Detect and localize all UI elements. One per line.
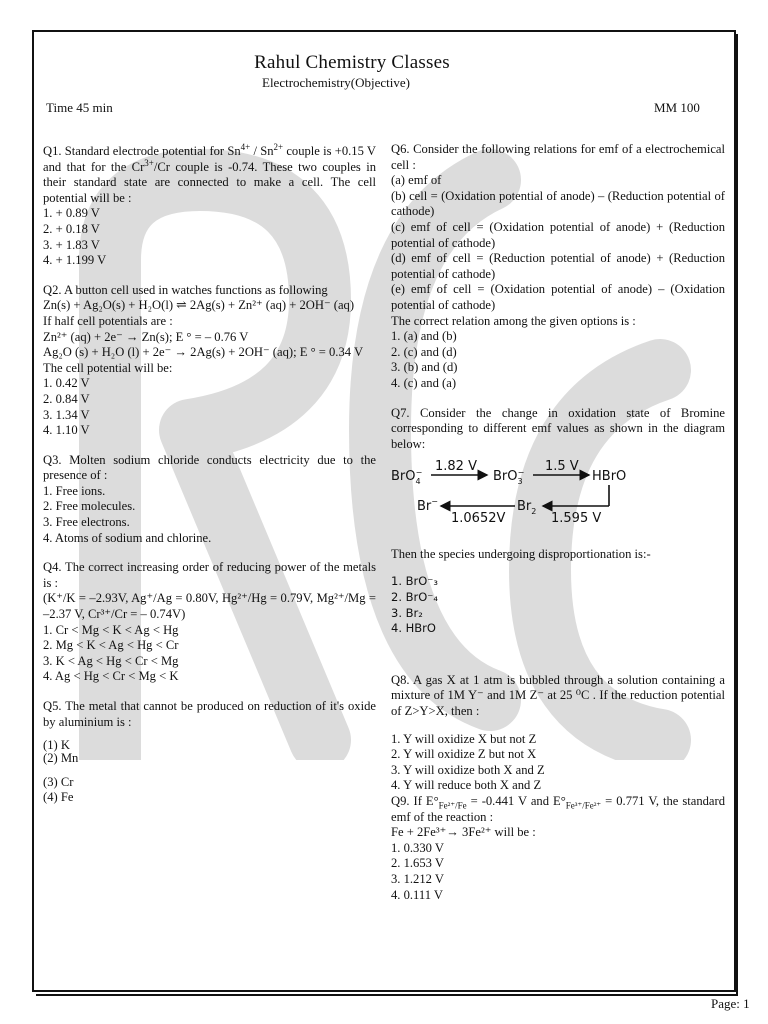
e-standard-symbol: E° [553, 794, 566, 808]
option: 3. (b) and (d) [391, 360, 458, 375]
option: 3. Free electrons. [43, 515, 130, 530]
option: 2. Free molecules. [43, 499, 136, 514]
option: 4. + 1.199 V [43, 253, 107, 268]
species-br2: $Br_2$ [517, 499, 537, 517]
question-9 [391, 794, 725, 903]
question-7-stem: Q7. Consider the change in oxidation state of Bromine corresponding to different emf values as shown in the diagram below: [391, 405, 725, 451]
option: 3. K < Ag < Hg < Cr < Mg [43, 653, 179, 668]
question-2-ask: The cell potential will be: [43, 360, 173, 375]
option: 4. HBrO [391, 621, 436, 636]
option: 4. 1.10 V [43, 423, 90, 438]
option: 1. Cr < Mg < K < Ag < Hg [43, 622, 179, 637]
emf-label-4: 1.0652V [451, 511, 506, 527]
question-9-reaction: Fe + 2Fe³⁺→ 3Fe²⁺ will be : [391, 825, 536, 840]
species-hbro: HBrO [592, 469, 627, 485]
left-column [43, 141, 377, 820]
emf-label-1: 1.82 V [435, 459, 477, 475]
right-column [391, 142, 725, 917]
option: 2. Y will oxidize Z but not X [391, 747, 537, 762]
subscript: Fe³⁺/Fe²⁺ [565, 800, 602, 811]
question-1 [43, 141, 377, 269]
option: 4. Ag < Hg < Cr < Mg < K [43, 669, 179, 684]
superscript: 2+ [273, 141, 284, 152]
species-bro4: BrO$_4$− [391, 468, 423, 487]
text-run: = 0.771 V, the standard emf of the reaction : [391, 794, 726, 824]
emf-label-2: 1.5 V [545, 459, 579, 475]
question-3 [43, 453, 376, 547]
text-run: /Cr couple is -0.74. These two couples in their standard state are connected to make a cell. The cell potential will be : [43, 159, 377, 205]
time-label: Time 45 min [46, 100, 113, 115]
option: 4. 0.111 V [391, 887, 444, 902]
option: 3. 1.212 V [391, 871, 444, 886]
species-br-minus: Br− [417, 497, 438, 515]
page-number: Page: 1 [711, 996, 750, 1011]
relation-d: (d) emf of cell = (Reduction potential of anode) + (Reduction potential of cathode) [391, 251, 725, 281]
question-number: Q1. [43, 144, 62, 158]
half-cell-intro: If half cell potentials are : [43, 313, 173, 328]
subscript: Fe²⁺/Fe [438, 800, 467, 811]
option: 2. (c) and (d) [391, 344, 457, 359]
text-run: = -0.441 V and [466, 794, 554, 808]
option: 4. (c) and (a) [391, 375, 457, 390]
text-run: couple is +0.15 V and that for the Cr [43, 144, 376, 174]
half-cell-2: Ag₂O (s) + H₂O (l) + 2e⁻ → 2Ag(s) + 2OH⁻ (aq); E ° = 0.34 V [43, 345, 364, 360]
option: (4) Fe [43, 790, 74, 805]
option: 1. (a) and (b) [391, 329, 457, 344]
option: 3. 1.34 V [43, 407, 90, 422]
question-2-stem: Q2. A button cell used in watches functions as following [43, 282, 328, 297]
question-7 [391, 406, 725, 637]
page-title: Rahul Chemistry Classes [254, 52, 450, 73]
relation-e: (e) emf of cell = (Oxidation potential of anode) – (Oxidation potential of cathode) [391, 282, 725, 312]
text-run: / Sn [250, 144, 274, 158]
option: 2. 1.653 V [391, 856, 444, 871]
question-7-ask: Then the species undergoing disproportionation is:- [391, 546, 651, 561]
text-run: Standard electrode potential for Sn [64, 144, 241, 158]
question-4-data: (K⁺/K = –2.93V, Ag⁺/Ag = 0.80V, Hg²⁺/Hg = 0.79V, Mg²⁺/Mg = –2.37 V, Cr³⁺/Cr = – 0.74V) [43, 591, 376, 622]
option: 4. Y will reduce both X and Z [391, 778, 542, 793]
question-8 [391, 673, 725, 794]
option: 1. 0.42 V [43, 376, 90, 391]
superscript: 4+ [240, 141, 251, 152]
option: 1. BrO⁻₃ [391, 574, 438, 589]
question-3-stem: Q3. Molten sodium chloride conducts electricity due to the presence of : [43, 452, 376, 483]
question-4-stem: Q4. The correct increasing order of reducing power of the metals is : [43, 560, 376, 590]
relation-c: (c) emf of cell = (Oxidation potential of anode) + (Reduction potential of cathode) [391, 219, 725, 250]
option: 3. Y will oxidize both X and Z [391, 762, 545, 777]
option: 1. Free ions. [43, 483, 106, 498]
question-5 [43, 699, 376, 806]
max-marks-label: MM 100 [654, 100, 700, 115]
option: 3. Br₂ [391, 605, 423, 620]
half-cell-1: Zn²⁺ (aq) + 2e⁻ → Zn(s); E ° = – 0.76 V [43, 329, 249, 344]
option: (2) Mn [43, 751, 79, 766]
question-2-equation: Zn(s) + Ag₂O(s) + H₂O(l) ⇌ 2Ag(s) + Zn²⁺ (aq) + 2OH⁻ (aq) [43, 298, 355, 313]
option: 1. Y will oxidize X but not Z [391, 731, 537, 746]
species-bro3: BrO$_3$− [493, 468, 525, 487]
superscript: 3+ [144, 157, 154, 168]
option: 2. + 0.18 V [43, 221, 100, 236]
option: 3. + 1.83 V [43, 237, 100, 252]
question-4 [43, 560, 376, 685]
option: 1. 0.330 V [391, 840, 444, 855]
text-run: Q9. If [391, 794, 422, 808]
e-standard-symbol: E° [425, 794, 439, 808]
option: 1. + 0.89 V [43, 206, 100, 221]
question-6 [391, 142, 725, 392]
relation-b: (b) cell = (Oxidation potential of anode) – (Reduction potential of cathode) [391, 188, 725, 219]
question-5-stem: Q5. The metal that cannot be produced on reduction of it's oxide by aluminium is : [43, 699, 376, 729]
bromine-emf-diagram [389, 458, 639, 528]
option: 2. Mg < K < Ag < Hg < Cr [43, 638, 179, 653]
question-1-stem [43, 141, 377, 206]
option: (1) K [43, 738, 70, 753]
question-6-ask: The correct relation among the given options is : [391, 313, 636, 328]
option: 4. Atoms of sodium and chlorine. [43, 530, 212, 545]
question-2 [43, 283, 376, 439]
question-6-stem: Q6. Consider the following relations for emf of a electrochemical cell : [391, 142, 725, 172]
option: (3) Cr [43, 774, 74, 789]
question-8-stem: Q8. A gas X at 1 atm is bubbled through a solution containing a mixture of 1M Y⁻ and 1M Z⁻ at 25 ⁰C . If the reduction potential of Z>Y>X, then : [391, 672, 725, 719]
page-subtitle: Electrochemistry(Objective) [262, 75, 410, 90]
emf-label-3: 1.595 V [551, 511, 602, 527]
option: 2. 0.84 V [43, 391, 90, 406]
question-9-stem [391, 794, 725, 825]
relation-a: (a) emf of [391, 173, 442, 188]
option: 2. BrO⁻₄ [391, 590, 438, 605]
